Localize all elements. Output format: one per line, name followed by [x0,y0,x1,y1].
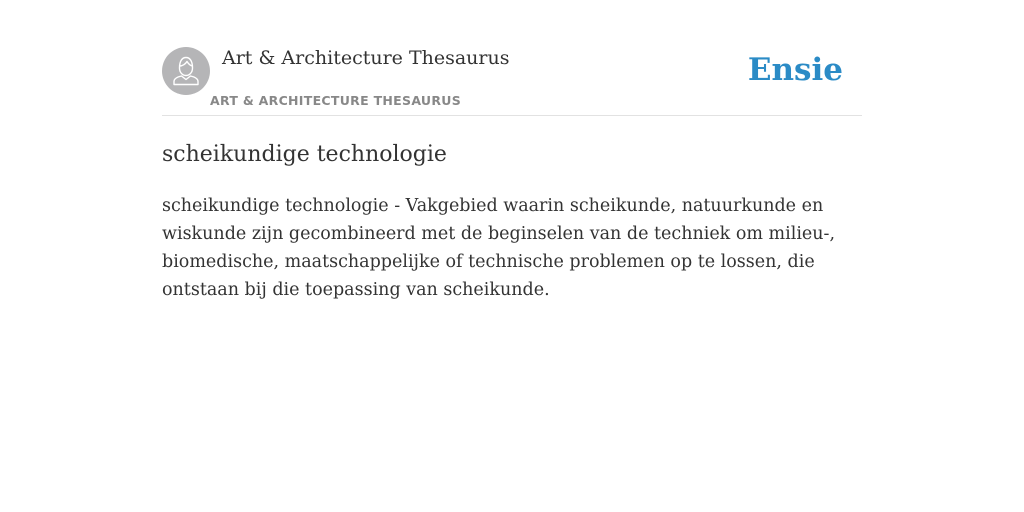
definition-text: scheikundige technologie - Vakgebied waarin scheikunde, natuurkunde en wiskunde zijn gecombineerd met de beginselen van de techniek om milieu-, biomedische, maatschappelijke of technische problemen op te lossen, die ontstaan bij die toepassing van scheikunde. [162,196,836,300]
brand-logo[interactable]: Ensie [747,52,843,88]
avatar[interactable] [162,47,210,95]
user-icon [162,47,210,95]
header [162,46,862,116]
author-subtitle: ART & ARCHITECTURE THESAURUS [210,93,462,108]
author-name[interactable]: Art & Architecture Thesaurus [222,47,510,69]
page-title: scheikundige technologie [162,142,447,167]
